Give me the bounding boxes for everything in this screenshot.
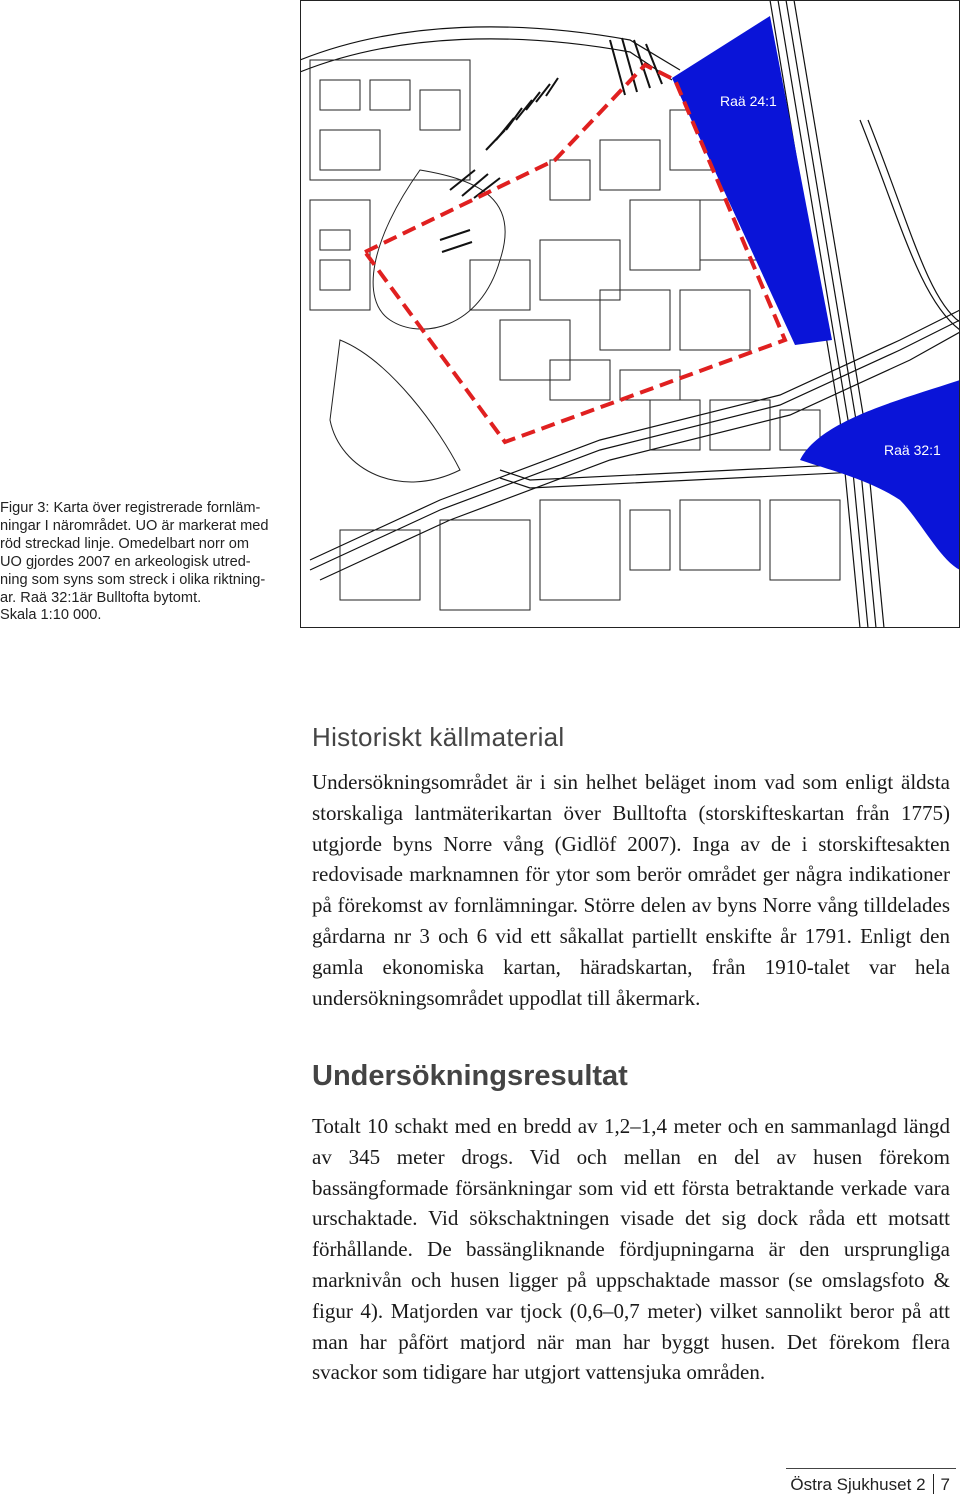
section-historical-sources [312, 722, 950, 1013]
footer-page-number: 7 [940, 1475, 950, 1494]
label-raa-24-1: Raä 24:1 [720, 93, 777, 109]
caption-line: Figur 3: Karta över registrerade fornläm- [0, 500, 261, 516]
caption-line: ning som syns som streck i olika riktning- [0, 571, 266, 588]
footer-title: Östra Sjukhuset [790, 1475, 912, 1494]
caption-line: UO gjordes 2007 en arkeologisk utred- [0, 553, 251, 570]
caption-line: Skala 1:10 000. [0, 607, 102, 624]
site-map-figure [300, 0, 960, 628]
site-map [300, 0, 960, 628]
caption-line: ningar I närområdet. UO är markerat med [0, 517, 269, 534]
figure-caption [0, 500, 298, 625]
label-raa-32-1: Raä 32:1 [884, 442, 941, 458]
footer-chapter: 2 [916, 1475, 926, 1494]
section-paragraph: Undersökningsområdet är i sin helhet beläget inom vad som enligt äldsta storskaliga lantmäterikartan över Bulltofta (storskifteskartan från 1775) utgjorde byns Norre vång (Gidlöf 2007). Inga av de i storskiftesakten redovisade marknamnen för ytor som berör området ger några indikationer på förekomst av fornlämningar. Större delen av byns Norre vång tilldelades gårdarna nr 3 och 6 vid ett såkallat partiellt enskifte år 1791. Enligt den gamla ekonomiska kartan, häradskartan, från 1910-talet var hela undersökningsområdet uppodlat till åkermark. [312, 770, 950, 1010]
section-investigation-results [312, 1060, 950, 1388]
caption-line: röd streckad linje. Omedelbart norr om [0, 535, 250, 552]
section-heading: Historiskt källmaterial [312, 722, 565, 752]
page-footer [790, 1474, 950, 1495]
footer-separator [933, 1474, 934, 1494]
footer-rule [786, 1468, 956, 1469]
section-heading: Undersökningsresultat [312, 1060, 628, 1092]
section-paragraph: Totalt 10 schakt med en bredd av 1,2–1,4 meter och en sammanlagd längd av 345 meter drogs. Vid och mellan en del av husen förekom bassängformade försänkningar som vid ett första betraktande verkade vara urschaktade. Vid sökschaktningen visade det sig dock råda ett motsatt förhållande. De bassängliknande fördjupningarna är den ursprungliga marknivån och husen ligger på uppschaktade massor (se omslagsfoto & figur 4). Matjorden var tjock (0,6–0,7 meter) vilket sannolikt beror på att man har påfört matjord när man har byggt husen. Det förekom flera svackor som tidigare har utgjort vattensjuka områden. [312, 1114, 950, 1385]
caption-line: ar. Raä 32:1är Bulltofta bytomt. [0, 589, 202, 606]
